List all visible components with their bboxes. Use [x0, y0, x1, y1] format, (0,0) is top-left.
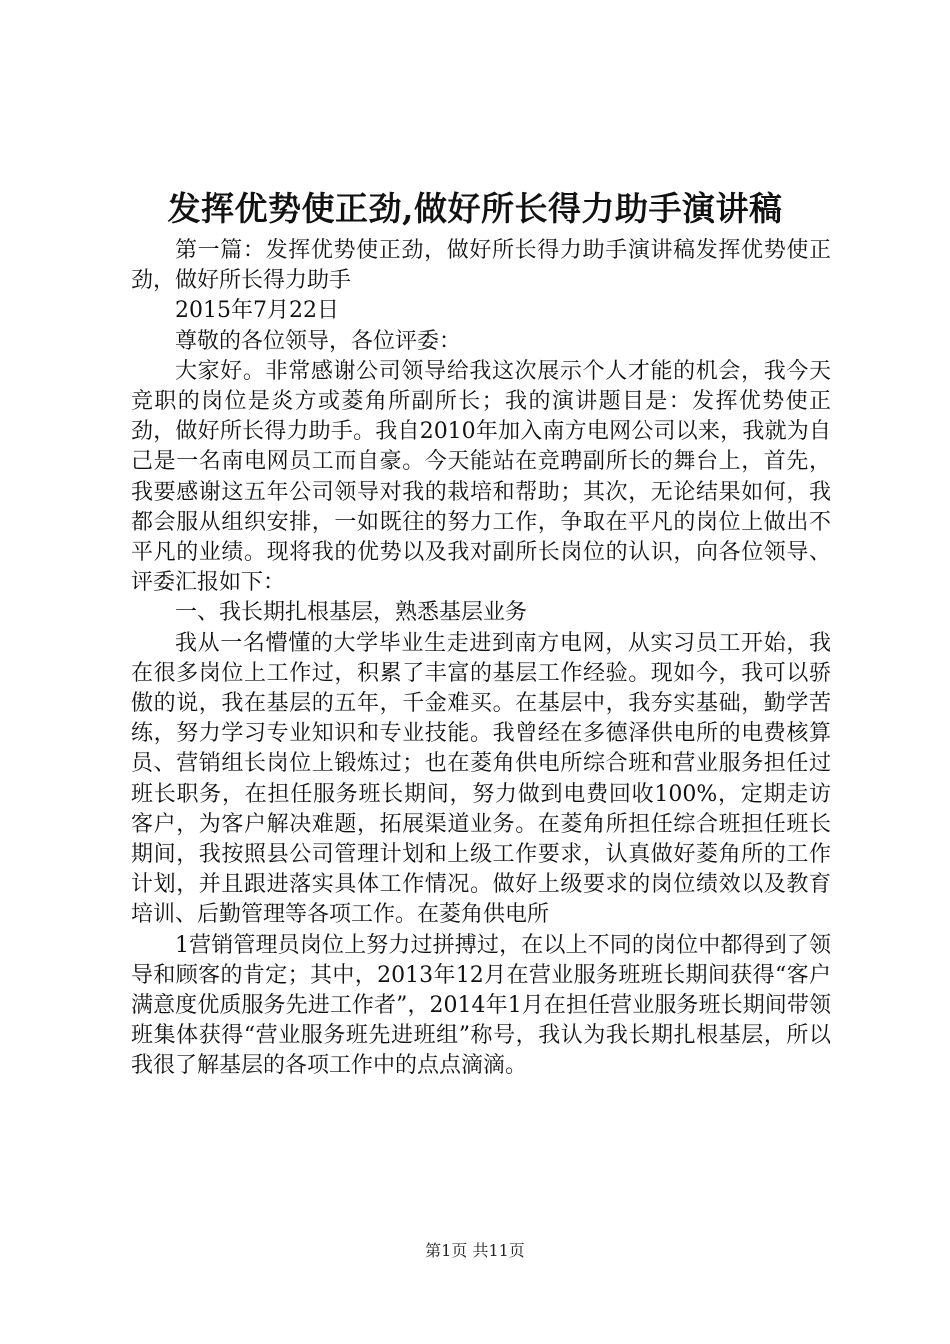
paragraph-date: 2015年7月22日: [175, 298, 339, 324]
paragraph-experience: 我从一名懵懂的大学毕业生走进到南方电网，从实习员工开始，我在很多岗位上工作过，积累了丰富的基层工作经验。现如今，我可以骄傲的说，我在基层的五年，千金难买。在基层中，我夯实基础，勤学苦练，努力学习专业知识和专业技能。我曾经在多德泽供电所的电费核算员、营销组长岗位上锻炼过；也在菱角供电所综合班和营业服务担任过班长职务，在担任服务班长期间，努力做到电费回收100%，定期走访客户，为客户解决难题，拓展渠道业务。在菱角所担任综合班担任班长期间，我按照县公司管理计划和上级工作要求，认真做好菱角所的工作计划，并且跟进落实具体工作情况。做好上级要求的岗位绩效以及教育培训、后勤管理等各项工作。在菱角供电所: [131, 630, 831, 928]
document-title: 发挥优势使正劲,做好所长得力助手演讲稿: [167, 189, 783, 228]
paragraph-achievements: 1营销管理员岗位上努力过拼搏过，在以上不同的岗位中都得到了领导和顾客的肯定；其中，2013年12月在营业服务班班长期间获得“客户满意度优质服务先进工作者”，2014年1月在担任营业服务班长期间带领班集体获得“营业服务班先进班组”称号，我认为我长期扎根基层，所以我很了解基层的各项工作中的点点滴滴。: [131, 932, 831, 1079]
document-body: [131, 236, 831, 1082]
section-heading-1: 一、我长期扎根基层，熟悉基层业务: [175, 600, 528, 626]
paragraph-salutation: 尊敬的各位领导，各位评委：: [175, 328, 462, 354]
page-number: 第1页 共11页: [425, 1241, 525, 1260]
paragraph-intro: 第一篇：发挥优势使正劲，做好所长得力助手演讲稿发挥优势使正劲，做好所长得力助手: [131, 238, 831, 294]
paragraph-opening: 大家好。非常感谢公司领导给我这次展示个人才能的机会，我今天竞职的岗位是炎方或菱角所副所长；我的演讲题目是：发挥优势使正劲，做好所长得力助手。我自2010年加入南方电网公司以来，我就为自己是一名南电网员工而自豪。今天能站在竞聘副所长的舞台上，首先，我要感谢这五年公司领导对我的栽培和帮助；其次，无论结果如何，我都会服从组织安排，一如既往的努力工作，争取在平凡的岗位上做出不平凡的业绩。现将我的优势以及我对副所长岗位的认识，向各位领导、评委汇报如下：: [131, 358, 831, 596]
